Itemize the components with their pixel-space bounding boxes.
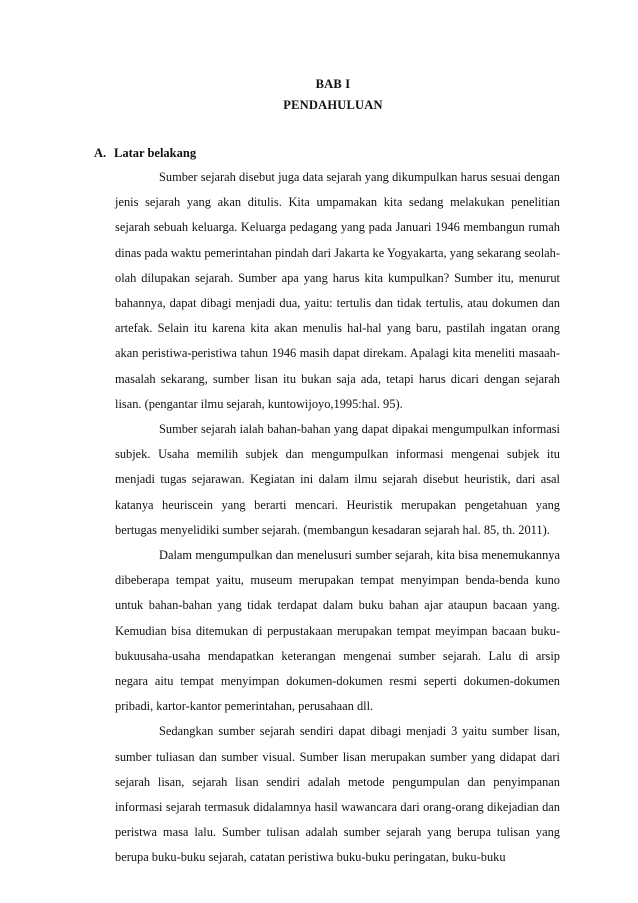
chapter-title: PENDAHULUAN	[283, 98, 383, 112]
chapter-number: BAB I	[315, 77, 351, 91]
paragraph-2: Sumber sejarah ialah bahan-bahan yang dapat dipakai mengumpulkan informasi subjek. Usaha memilih subjek dan mengumpulkan informasi mengenai subjek itu menjadi tugas sejarawan. Kegiatan ini dalam ilmu sejarah disebut heuristik, dari asal katanya heuriscein yang berarti mencari. Heuristik merupakan pengetahuan yang bertugas menyelidiki sumber sejarah. (membangun kesadaran sejarah hal. 85, th. 2011).	[115, 422, 560, 537]
body-text	[115, 165, 560, 871]
paragraph-1: Sumber sejarah disebut juga data sejarah yang dikumpulkan harus sesuai dengan jenis sejarah yang akan ditulis. Kita umpamakan kita sedang melakukan penelitian sejarah sebuah keluarga. Keluarga pedagang yang pada Januari 1946 membangun rumah dinas pada waktu pemerintahan pindah dari Jakarta ke Yogyakarta, yang sekarang seolah-olah dilupakan sejarah. Sumber apa yang harus kita kumpulkan? Sumber itu, menurut bahannya, dapat dibagi menjadi dua, yaitu: tertulis dan tidak tertulis, atau dokumen dan artefak. Selain itu karena kita akan menulis hal-hal yang baru, pastilah ingatan orang akan peristiwa-peristiwa tahun 1946 masih dapat direkam. Apalagi kita meneliti masaah- masalah sekarang, sumber lisan itu bukan saja ada, tetapi harus dicari dengan sejarah lisan. (pengantar ilmu sejarah, kuntowijoyo,1995:hal. 95).	[115, 170, 560, 411]
section-heading	[94, 146, 196, 161]
section-title: Latar belakang	[114, 146, 197, 160]
paragraph-3: Dalam mengumpulkan dan menelusuri sumber sejarah, kita bisa menemukannya dibeberapa tempat yaitu, museum merupakan tempat menyimpan benda-benda kuno untuk bahan-bahan yang tidak terdapat dalam buku bahan ajar ataupun bacaan yang. Kemudian bisa ditemukan di perpustakaan merupakan tempat meyimpan bacaan buku-bukuusaha-usaha mendapatkan keterangan mengenai sumber sejarah. Lalu di arsip negara aitu tempat menyimpan dokumen-dokumen resmi seperti dokumen-dokumen pribadi, kartor-kantor pemerintahan, perusahaan dll.	[115, 548, 560, 714]
paragraph-4: Sedangkan sumber sejarah sendiri dapat dibagi menjadi 3 yaitu sumber lisan, sumber tuliasan dan sumber visual. Sumber lisan merupakan sumber yang didapat dari sejarah lisan, sejarah lisan sendiri adalah metode pengumpulan dan penyimpanan informasi sejarah termasuk didalamnya hasil wawancara dari orang-orang dikejadian dan peristwa masa lalu. Sumber tulisan adalah sumber sejarah yang berupa tulisan yang berupa buku-buku sejarah, catatan peristiwa buku-buku peringatan, buku-buku	[115, 724, 560, 865]
section-letter: A.	[94, 146, 107, 160]
